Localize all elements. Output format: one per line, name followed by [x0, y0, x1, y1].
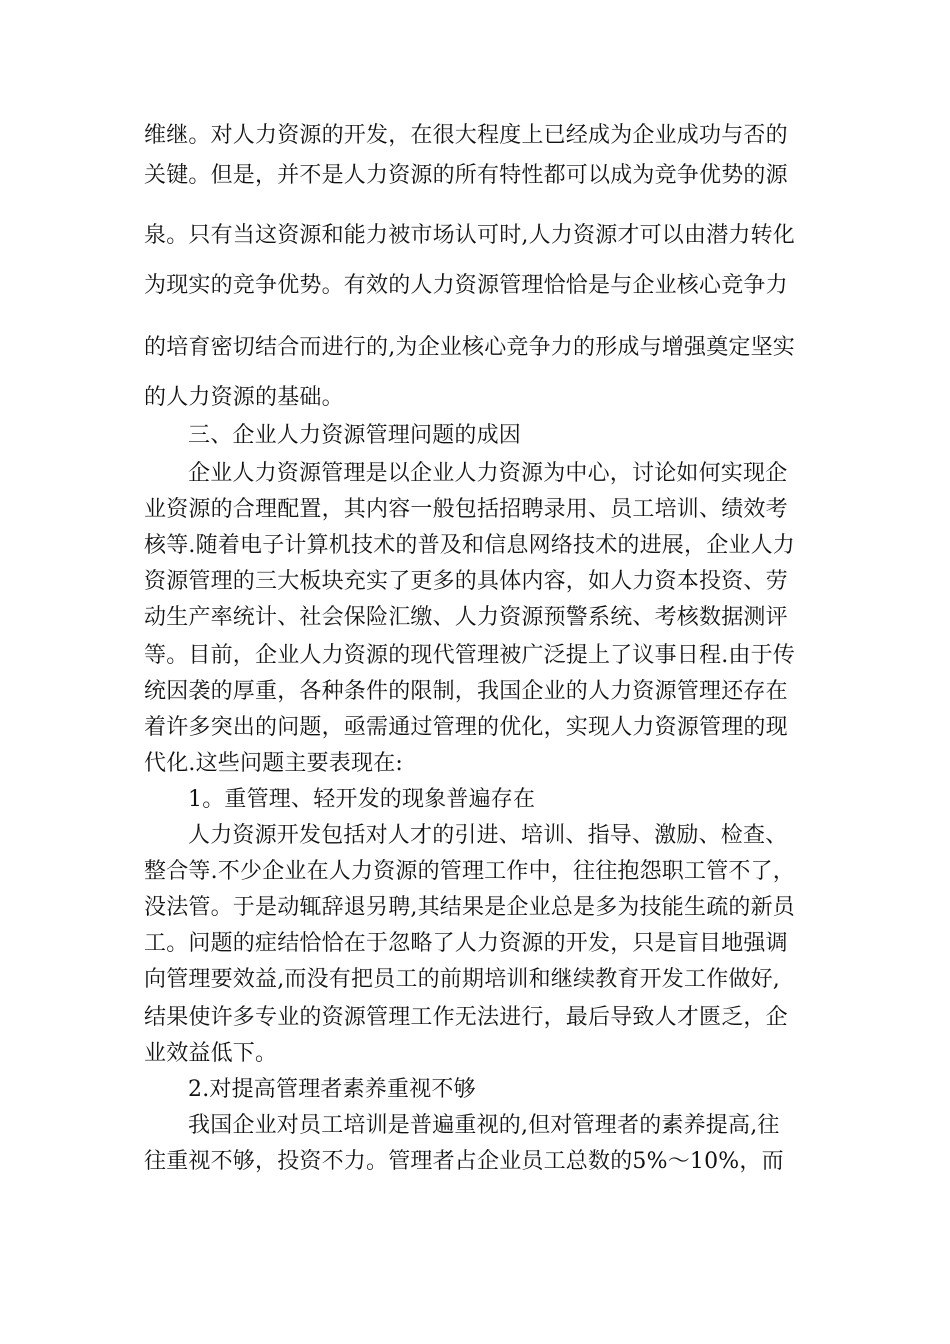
text-line: 向管理要效益,而没有把员工的前期培训和继续教育开发工作做好,	[144, 967, 780, 992]
text-line: 统因袭的厚重，各种条件的限制，我国企业的人力资源管理还存在	[144, 679, 788, 704]
text-line: 核等.随着电子计算机技术的普及和信息网络技术的进展，企业人力	[144, 533, 795, 558]
text-line: 业效益低下。	[144, 1041, 278, 1066]
text-line: 企业人力资源管理是以企业人力资源为中心，讨论如何实现企	[188, 461, 788, 486]
text-line: 代化.这些问题主要表现在:	[144, 751, 404, 776]
text-line: 资源管理的三大板块充实了更多的具体内容，如人力资本投资、劳	[144, 569, 788, 594]
text-line: 没法管。于是动辄辞退另聘,其结果是企业总是多为技能生疏的新员	[144, 895, 795, 920]
subsection-heading: 2.对提高管理者素养重视不够	[188, 1077, 476, 1102]
text-line: 关键。但是，并不是人力资源的所有特性都可以成为竞争优势的源	[144, 163, 788, 188]
text-line: 人力资源开发包括对人才的引进、培训、指导、激励、检查、	[188, 823, 788, 848]
subsection-heading: 1。重管理、轻开发的现象普遍存在	[188, 787, 536, 812]
text-line: 往重视不够，投资不力。管理者占企业员工总数的5%～10%，而	[144, 1149, 784, 1174]
text-line: 工。问题的症结恰恰在于忽略了人力资源的开发，只是盲目地强调	[144, 931, 788, 956]
text-line: 动生产率统计、社会保险汇缴、人力资源预警系统、考核数据测评	[144, 605, 788, 630]
text-line: 的培育密切结合而进行的,为企业核心竞争力的形成与增强奠定坚实	[144, 335, 795, 360]
text-line: 的人力资源的基础。	[144, 385, 344, 410]
text-line: 结果使许多专业的资源管理工作无法进行，最后导致人才匮乏，企	[144, 1005, 788, 1030]
text-line: 泉。只有当这资源和能力被市场认可时,人力资源才可以由潜力转化	[144, 223, 795, 248]
text-line: 着许多突出的问题，亟需通过管理的优化，实现人力资源管理的现	[144, 715, 788, 740]
text-line: 业资源的合理配置，其内容一般包括招聘录用、员工培训、绩效考	[144, 497, 788, 522]
text-line: 整合等.不少企业在人力资源的管理工作中，往往抱怨职工管不了，	[144, 859, 795, 884]
section-heading: 三、企业人力资源管理问题的成因	[188, 423, 522, 448]
text-line: 为现实的竞争优势。有效的人力资源管理恰恰是与企业核心竞争力	[144, 273, 788, 298]
text-line: 维继。对人力资源的开发，在很大程度上已经成为企业成功与否的	[144, 123, 788, 148]
text-line: 等。目前，企业人力资源的现代管理被广泛提上了议事日程.由于传	[144, 643, 795, 668]
text-line: 我国企业对员工培训是普遍重视的,但对管理者的素养提高,往	[188, 1113, 780, 1138]
